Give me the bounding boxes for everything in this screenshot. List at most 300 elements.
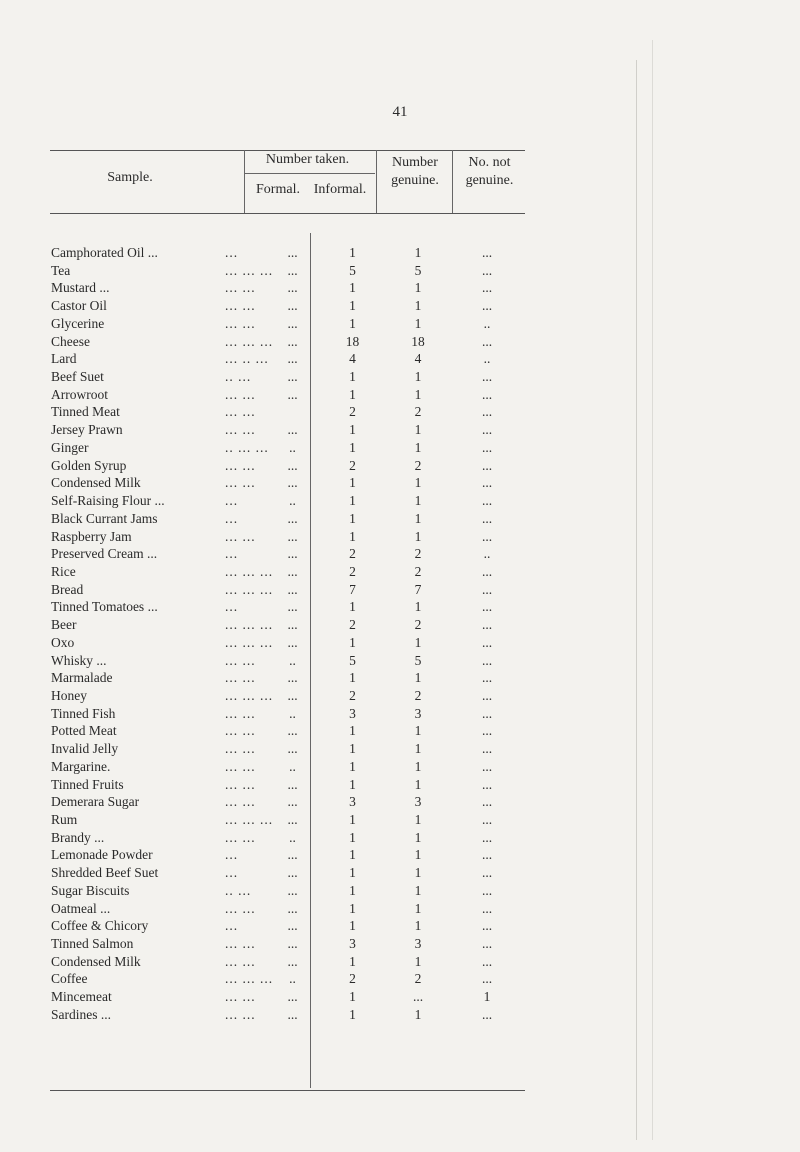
sample-cell: Tinned Fruits <box>51 776 124 792</box>
sample-cell: Beef Suet <box>51 369 104 385</box>
not-genuine-cell: ... <box>481 510 493 526</box>
table-bottom-rule <box>50 1090 525 1091</box>
table-row <box>50 811 525 829</box>
informal-cell: 1 <box>349 386 356 402</box>
not-genuine-cell: ... <box>481 829 493 845</box>
table-row <box>50 457 525 475</box>
genuine-cell: 7 <box>414 581 422 597</box>
not-genuine-cell: ... <box>481 475 493 491</box>
genuine-cell: 1 <box>414 280 422 296</box>
informal-cell: 2 <box>349 404 356 420</box>
sample-cell: Demerara Sugar <box>51 794 140 810</box>
table-row <box>50 403 525 421</box>
genuine-cell: 1 <box>414 510 422 526</box>
informal-cell: 2 <box>349 971 356 987</box>
informal-cell: 1 <box>349 245 356 260</box>
formal-cell: ... <box>287 865 298 881</box>
not-genuine-cell: ... <box>481 847 493 863</box>
leader-dots: ... .. ... <box>225 351 269 367</box>
formal-cell: ... <box>287 245 298 260</box>
informal-cell: 1 <box>349 298 356 314</box>
table-row <box>50 545 525 563</box>
sample-cell: Mustard ... <box>51 280 110 296</box>
formal-cell: ... <box>287 546 298 562</box>
genuine-cell: 1 <box>414 528 422 544</box>
table-row <box>50 722 525 740</box>
genuine-cell: 2 <box>414 563 422 579</box>
leader-dots: ... ... ... <box>225 262 274 278</box>
leader-dots: ... ... <box>225 953 256 969</box>
column-rule-left-of-formal <box>244 150 245 213</box>
informal-cell: 1 <box>349 953 356 969</box>
informal-cell: 2 <box>349 546 356 562</box>
header-number-taken: Number taken. <box>265 152 350 167</box>
genuine-cell: 2 <box>414 687 422 703</box>
leader-dots: ... ... <box>225 936 256 952</box>
table-row <box>50 528 525 546</box>
table-row <box>50 616 525 634</box>
formal-cell: ... <box>287 936 298 952</box>
not-genuine-cell: .. <box>483 315 491 331</box>
table-row <box>50 581 525 599</box>
table-row <box>50 492 525 510</box>
sample-cell: Castor Oil <box>51 298 107 314</box>
formal-cell: ... <box>287 812 298 827</box>
formal-cell: ... <box>287 563 298 579</box>
not-genuine-cell: ... <box>481 528 493 544</box>
informal-cell: 1 <box>349 776 356 792</box>
formal-cell: ... <box>287 369 298 385</box>
not-genuine-cell: ... <box>481 262 493 278</box>
leader-dots: ... ... <box>225 758 256 774</box>
leader-dots: .. ... <box>225 882 252 898</box>
sample-cell: Rice <box>51 563 76 579</box>
formal-cell: .. <box>289 758 296 774</box>
not-genuine-cell: ... <box>481 812 493 827</box>
leader-dots: ... ... <box>225 741 256 757</box>
formal-cell: ... <box>287 794 298 810</box>
informal-cell: 3 <box>349 794 356 810</box>
genuine-cell: 3 <box>414 794 422 810</box>
formal-cell: ... <box>287 457 298 473</box>
informal-cell: 1 <box>349 741 356 757</box>
informal-cell: 3 <box>349 705 356 721</box>
formal-cell: ... <box>287 333 298 349</box>
table-row <box>50 705 525 723</box>
genuine-cell: 5 <box>414 262 422 278</box>
sample-cell: Oxo <box>51 634 75 650</box>
leader-dots: ... ... <box>225 386 256 402</box>
not-genuine-cell: 1 <box>483 989 491 1005</box>
informal-cell: 18 <box>345 333 360 349</box>
sample-cell: Oatmeal ... <box>51 900 111 916</box>
table-row <box>50 829 525 847</box>
sample-cell: Condensed Milk <box>51 953 141 969</box>
table-row <box>50 315 525 333</box>
genuine-cell: 1 <box>414 298 422 314</box>
sample-cell: Whisky ... <box>51 652 107 668</box>
informal-cell: 1 <box>349 829 356 845</box>
table-row <box>50 350 525 368</box>
not-genuine-cell: ... <box>481 634 493 650</box>
not-genuine-cell: ... <box>481 422 493 438</box>
formal-cell: ... <box>287 280 298 296</box>
sample-cell: Coffee <box>51 971 88 987</box>
sample-cell: Honey <box>51 687 87 703</box>
informal-cell: 1 <box>349 634 356 650</box>
informal-cell: 4 <box>349 351 356 367</box>
informal-cell: 5 <box>349 262 356 278</box>
not-genuine-cell: ... <box>481 865 493 881</box>
table-body <box>50 244 525 1024</box>
not-genuine-cell: ... <box>481 936 493 952</box>
formal-cell: ... <box>287 1006 298 1022</box>
table-row <box>50 793 525 811</box>
leader-dots: ... ... <box>225 475 256 491</box>
informal-cell: 1 <box>349 865 356 881</box>
formal-cell: ... <box>287 687 298 703</box>
leader-dots: ... ... <box>225 422 256 438</box>
not-genuine-cell: ... <box>481 1006 493 1022</box>
sample-cell: Mincemeat <box>51 989 112 1005</box>
genuine-cell: 1 <box>414 882 422 898</box>
formal-cell: ... <box>287 298 298 314</box>
genuine-cell: 1 <box>414 634 422 650</box>
not-genuine-cell: ... <box>481 617 493 633</box>
sample-cell: Potted Meat <box>51 723 117 739</box>
sample-cell: Lemonade Powder <box>51 847 153 863</box>
formal-cell: .. <box>289 439 296 455</box>
not-genuine-cell: ... <box>481 457 493 473</box>
genuine-cell: 1 <box>414 245 422 260</box>
table-row <box>50 882 525 900</box>
genuine-cell: 2 <box>414 457 422 473</box>
sample-cell: Invalid Jelly <box>51 741 119 757</box>
not-genuine-cell: ... <box>481 581 493 597</box>
genuine-cell: 2 <box>414 546 422 562</box>
genuine-cell: 1 <box>414 670 422 686</box>
formal-cell: ... <box>287 670 298 686</box>
sample-cell: Ginger <box>51 439 89 455</box>
leader-dots: ... ... <box>225 794 256 810</box>
leader-dots: ... <box>225 493 239 509</box>
sample-cell: Condensed Milk <box>51 475 141 491</box>
table-top-rule <box>50 150 525 151</box>
informal-cell: 1 <box>349 315 356 331</box>
leader-dots: ... ... <box>225 670 256 686</box>
informal-cell: 7 <box>349 581 356 597</box>
leader-dots: ... ... <box>225 776 256 792</box>
not-genuine-cell: ... <box>481 563 493 579</box>
not-genuine-cell: ... <box>481 900 493 916</box>
table-row <box>50 652 525 670</box>
not-genuine-cell: .. <box>483 351 491 367</box>
sample-cell: Golden Syrup <box>51 457 127 473</box>
informal-cell: 5 <box>349 652 356 668</box>
not-genuine-cell: ... <box>481 705 493 721</box>
leader-dots: ... ... ... <box>225 971 274 987</box>
sample-cell: Tea <box>51 262 71 278</box>
leader-dots: ... <box>225 599 239 615</box>
formal-cell: ... <box>287 262 298 278</box>
leader-dots: ... ... <box>225 315 256 331</box>
informal-cell: 1 <box>349 670 356 686</box>
genuine-cell: 1 <box>414 723 422 739</box>
table-row <box>50 634 525 652</box>
leader-dots: ... ... <box>225 723 256 739</box>
leader-dots: ... ... <box>225 280 256 296</box>
informal-cell: 2 <box>349 687 356 703</box>
formal-cell: ... <box>287 634 298 650</box>
table-row <box>50 864 525 882</box>
genuine-cell: 1 <box>414 847 422 863</box>
leader-dots: ... ... ... <box>225 812 274 827</box>
leader-dots: ... ... ... <box>225 687 274 703</box>
not-genuine-cell: ... <box>481 439 493 455</box>
formal-cell: ... <box>287 528 298 544</box>
not-genuine-cell: ... <box>481 493 493 509</box>
genuine-cell: 1 <box>414 953 422 969</box>
not-genuine-cell: ... <box>481 670 493 686</box>
genuine-cell: ... <box>412 989 424 1005</box>
genuine-cell: 18 <box>411 333 425 349</box>
sample-cell: Marmalade <box>51 670 113 686</box>
genuine-cell: 1 <box>414 758 422 774</box>
sample-cell: Self-Raising Flour ... <box>51 493 165 509</box>
leader-dots: ... <box>225 918 239 934</box>
informal-cell: 1 <box>349 812 356 827</box>
genuine-cell: 1 <box>414 369 422 385</box>
leader-dots: ... <box>225 865 239 881</box>
not-genuine-cell: ... <box>481 599 493 615</box>
informal-cell: 2 <box>349 457 356 473</box>
genuine-cell: 1 <box>414 741 422 757</box>
sample-cell: Brandy ... <box>51 829 105 845</box>
leader-dots: ... ... ... <box>225 634 274 650</box>
sample-cell: Black Currant Jams <box>51 510 158 526</box>
formal-cell: .. <box>289 493 296 509</box>
table-row <box>50 563 525 581</box>
not-genuine-cell: ... <box>481 776 493 792</box>
sample-cell: Margarine. <box>51 758 111 774</box>
informal-cell: 1 <box>349 280 356 296</box>
formal-cell: ... <box>287 989 298 1005</box>
table-row <box>50 386 525 404</box>
leader-dots: ... ... <box>225 404 256 420</box>
table-row <box>50 262 525 280</box>
sample-cell: Sardines ... <box>51 1006 111 1022</box>
genuine-cell: 1 <box>414 599 422 615</box>
leader-dots: ... ... <box>225 652 256 668</box>
sample-cell: Coffee & Chicory <box>51 918 149 934</box>
header-not-genuine-line2: genuine. <box>465 173 514 188</box>
not-genuine-cell: ... <box>481 971 493 987</box>
formal-cell: ... <box>287 882 298 898</box>
sample-cell: Arrowroot <box>51 386 108 402</box>
genuine-cell: 1 <box>414 386 422 402</box>
table-row <box>50 297 525 315</box>
genuine-cell: 3 <box>414 705 422 721</box>
informal-cell: 3 <box>349 936 356 952</box>
genuine-cell: 1 <box>414 1006 422 1022</box>
not-genuine-cell: ... <box>481 369 493 385</box>
formal-cell: ... <box>287 918 298 934</box>
genuine-cell: 3 <box>414 936 422 952</box>
formal-cell: ... <box>287 351 298 367</box>
formal-cell: ... <box>287 723 298 739</box>
genuine-cell: 1 <box>414 422 422 438</box>
leader-dots: ... <box>225 245 239 260</box>
sample-cell: Tinned Tomatoes ... <box>51 599 158 615</box>
genuine-cell: 1 <box>414 812 422 827</box>
table-row <box>50 368 525 386</box>
leader-dots: ... ... <box>225 989 256 1005</box>
table-row <box>50 988 525 1006</box>
informal-cell: 1 <box>349 723 356 739</box>
table-row <box>50 846 525 864</box>
formal-cell: ... <box>287 776 298 792</box>
genuine-cell: 1 <box>414 829 422 845</box>
scan-edge-line <box>652 40 653 1140</box>
column-rule-informal-genuine <box>376 150 377 213</box>
not-genuine-cell: ... <box>481 794 493 810</box>
header-formal: Formal. <box>256 182 300 197</box>
table-row <box>50 917 525 935</box>
formal-cell: ... <box>287 617 298 633</box>
sample-cell: Tinned Meat <box>51 404 120 420</box>
sample-cell: Jersey Prawn <box>51 422 123 438</box>
genuine-cell: 2 <box>414 971 422 987</box>
leader-dots: ... <box>225 847 239 863</box>
header-bottom-rule <box>50 213 525 214</box>
table-row <box>50 439 525 457</box>
table-row <box>50 669 525 687</box>
formal-cell: ... <box>287 847 298 863</box>
leader-dots: ... <box>225 546 239 562</box>
column-rule-genuine-notgenuine <box>452 150 453 213</box>
table-row <box>50 776 525 794</box>
table-row <box>50 970 525 988</box>
formal-cell: ... <box>287 315 298 331</box>
formal-cell: ... <box>287 741 298 757</box>
informal-cell: 1 <box>349 1006 356 1022</box>
formal-cell: ... <box>287 599 298 615</box>
informal-cell: 1 <box>349 493 356 509</box>
not-genuine-cell: ... <box>481 741 493 757</box>
sample-cell: Cheese <box>51 333 90 349</box>
informal-cell: 1 <box>349 510 356 526</box>
table-row <box>50 758 525 776</box>
not-genuine-cell: ... <box>481 333 493 349</box>
table-row <box>50 1006 525 1024</box>
leader-dots: ... ... <box>225 528 256 544</box>
sample-cell: Raspberry Jam <box>51 528 132 544</box>
not-genuine-cell: ... <box>481 386 493 402</box>
page-number: 41 <box>392 104 408 120</box>
header-informal: Informal. <box>313 182 367 197</box>
not-genuine-cell: ... <box>481 245 493 260</box>
formal-cell: ... <box>287 475 298 491</box>
genuine-cell: 2 <box>414 617 422 633</box>
table-row <box>50 333 525 351</box>
header-sample: Sample. <box>107 170 153 185</box>
leader-dots: ... ... <box>225 705 256 721</box>
formal-cell: ... <box>287 900 298 916</box>
not-genuine-cell: ... <box>481 687 493 703</box>
table-row <box>50 900 525 918</box>
not-genuine-cell: ... <box>481 882 493 898</box>
informal-cell: 2 <box>349 617 356 633</box>
informal-cell: 1 <box>349 599 356 615</box>
informal-cell: 1 <box>349 900 356 916</box>
formal-cell: ... <box>287 422 298 438</box>
sample-cell: Beer <box>51 617 77 633</box>
formal-cell: ... <box>287 510 298 526</box>
sample-cell: Shredded Beef Suet <box>51 865 159 881</box>
leader-dots: .. ... ... <box>225 439 269 455</box>
genuine-cell: 1 <box>414 493 422 509</box>
not-genuine-cell: ... <box>481 918 493 934</box>
sample-cell: Bread <box>51 581 84 597</box>
informal-cell: 1 <box>349 847 356 863</box>
not-genuine-cell: ... <box>481 723 493 739</box>
leader-dots: ... ... <box>225 298 256 314</box>
formal-cell: ... <box>287 386 298 402</box>
header-not-genuine-line1: No. not <box>468 155 511 170</box>
leader-dots: ... ... <box>225 457 256 473</box>
informal-cell: 1 <box>349 475 356 491</box>
header-number-genuine-line2: genuine. <box>391 173 439 188</box>
genuine-cell: 1 <box>414 865 422 881</box>
informal-cell: 2 <box>349 563 356 579</box>
not-genuine-cell: ... <box>481 758 493 774</box>
informal-cell: 1 <box>349 528 356 544</box>
sample-cell: Camphorated Oil ... <box>51 245 158 260</box>
sample-cell: Preserved Cream ... <box>51 546 158 562</box>
table-row <box>50 598 525 616</box>
genuine-cell: 1 <box>414 439 422 455</box>
informal-cell: 1 <box>349 989 356 1005</box>
leader-dots: ... ... ... <box>225 333 274 349</box>
table-row <box>50 421 525 439</box>
informal-cell: 1 <box>349 918 356 934</box>
not-genuine-cell: ... <box>481 298 493 314</box>
header-sub-rule <box>245 173 375 174</box>
sample-cell: Tinned Salmon <box>51 936 134 952</box>
table-row <box>50 474 525 492</box>
header-number-genuine-line1: Number <box>392 155 438 170</box>
table-row <box>50 953 525 971</box>
leader-dots: ... <box>225 510 239 526</box>
table-row <box>50 244 525 262</box>
formal-cell: .. <box>289 705 296 721</box>
formal-cell: .. <box>289 829 296 845</box>
table-row <box>50 279 525 297</box>
leader-dots: .. ... <box>225 369 252 385</box>
formal-cell: ... <box>287 581 298 597</box>
table-row <box>50 687 525 705</box>
leader-dots: ... ... ... <box>225 617 274 633</box>
informal-cell: 1 <box>349 422 356 438</box>
genuine-cell: 4 <box>414 351 422 367</box>
informal-cell: 1 <box>349 758 356 774</box>
table-row <box>50 740 525 758</box>
genuine-cell: 5 <box>414 652 422 668</box>
leader-dots: ... ... ... <box>225 563 274 579</box>
genuine-cell: 1 <box>414 475 422 491</box>
genuine-cell: 1 <box>414 776 422 792</box>
genuine-cell: 2 <box>414 404 422 420</box>
